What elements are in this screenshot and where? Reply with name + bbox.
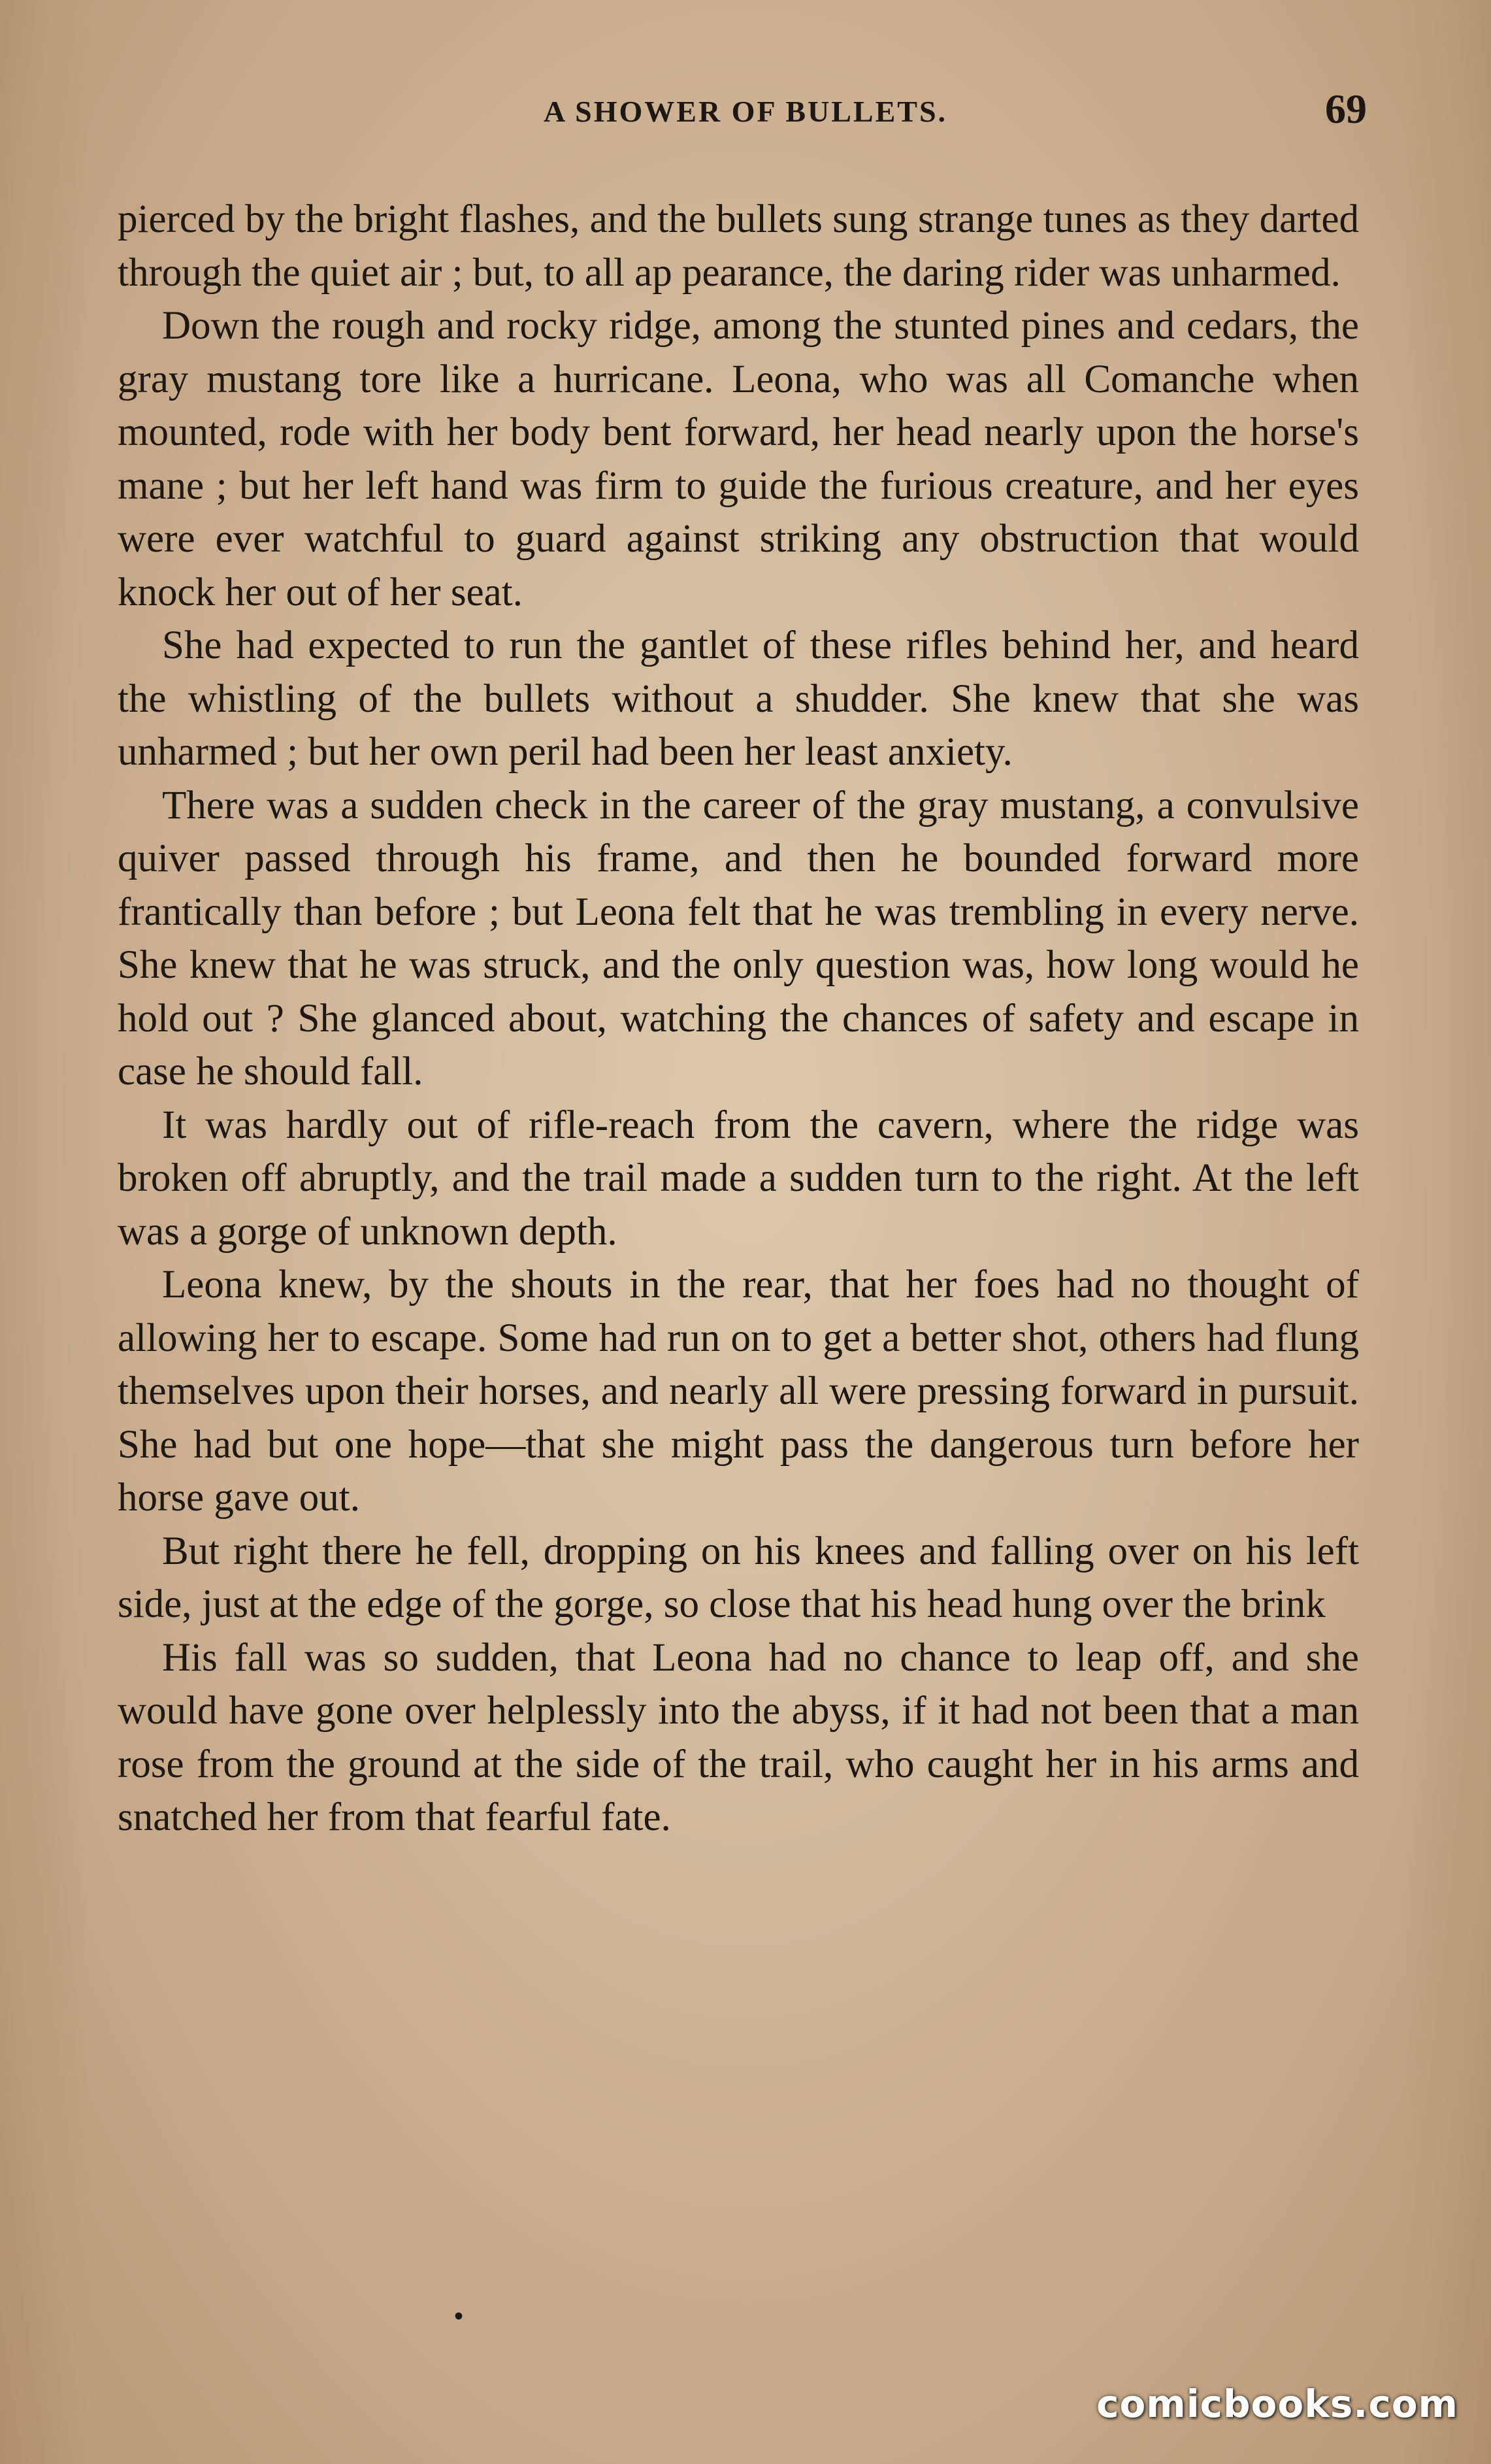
page-number: 69 (1325, 86, 1367, 132)
paragraph: It was hardly out of rifle-reach from the cavern, where the ridge was broken off abruptly, and the trail made a sudden turn to the right. At the left was a gorge of unknown depth. (118, 1103, 1359, 1254)
paragraph-continued: pierced by the bright flashes, and the bullets sung strange tunes as they darted through the quiet air ; but, to all ap pearance, the daring rider was unharmed. (118, 197, 1359, 295)
body-text (118, 193, 1359, 1844)
running-title: A SHOWER OF BULLETS. (543, 95, 948, 128)
paragraph: There was a sudden check in the career of the gray mustang, a convulsive quiver passed through his frame, and then he bounded forward more frantically than before ; but Leona felt that he was trembling in every nerve. She knew that he was struck, and the only question was, how long would he hold out ? She glanced about, watching the chances of safety and escape in case he should fall. (118, 783, 1359, 1093)
paragraph: His fall was so sudden, that Leona had no chance to leap off, and she would have gone over helplessly into the abyss, if it had not been that a man rose from the ground at the side of the trail, who caught her in his arms and snatched her from that fearful fate. (118, 1635, 1359, 1839)
running-head (98, 85, 1393, 144)
printer-mark: • (454, 2301, 464, 2331)
watermark: comicbooks.com (1096, 2382, 1458, 2426)
paragraph: She had expected to run the gantlet of these rifles behind her, and heard the whistling of the bullets without a shudder. She knew that she was unharmed ; but her own peril had been her least anxiety. (118, 624, 1359, 774)
paragraph: But right there he fell, dropping on his knees and falling over on his left side, just at the edge of the gorge, so close that his head hung over the brink (118, 1529, 1359, 1626)
paragraph: Leona knew, by the shouts in the rear, that her foes had no thought of allowing her to escape. Some had run on to get a better shot, others had flung themselves upon their horses, and nearly all were pressing forward in pursuit. She had but one hope—that she might pass the dangerous turn before her horse gave out. (118, 1263, 1359, 1520)
paragraph: Down the rough and rocky ridge, among the stunted pines and cedars, the gray mustang tore like a hurricane. Leona, who was all Comanche when mounted, rode with her body bent forward, her head nearly upon the horse's mane ; but her left hand was firm to guide the furious creature, and her eyes were ever watchful to guard against striking any obstruction that would knock her out of her seat. (118, 304, 1359, 614)
